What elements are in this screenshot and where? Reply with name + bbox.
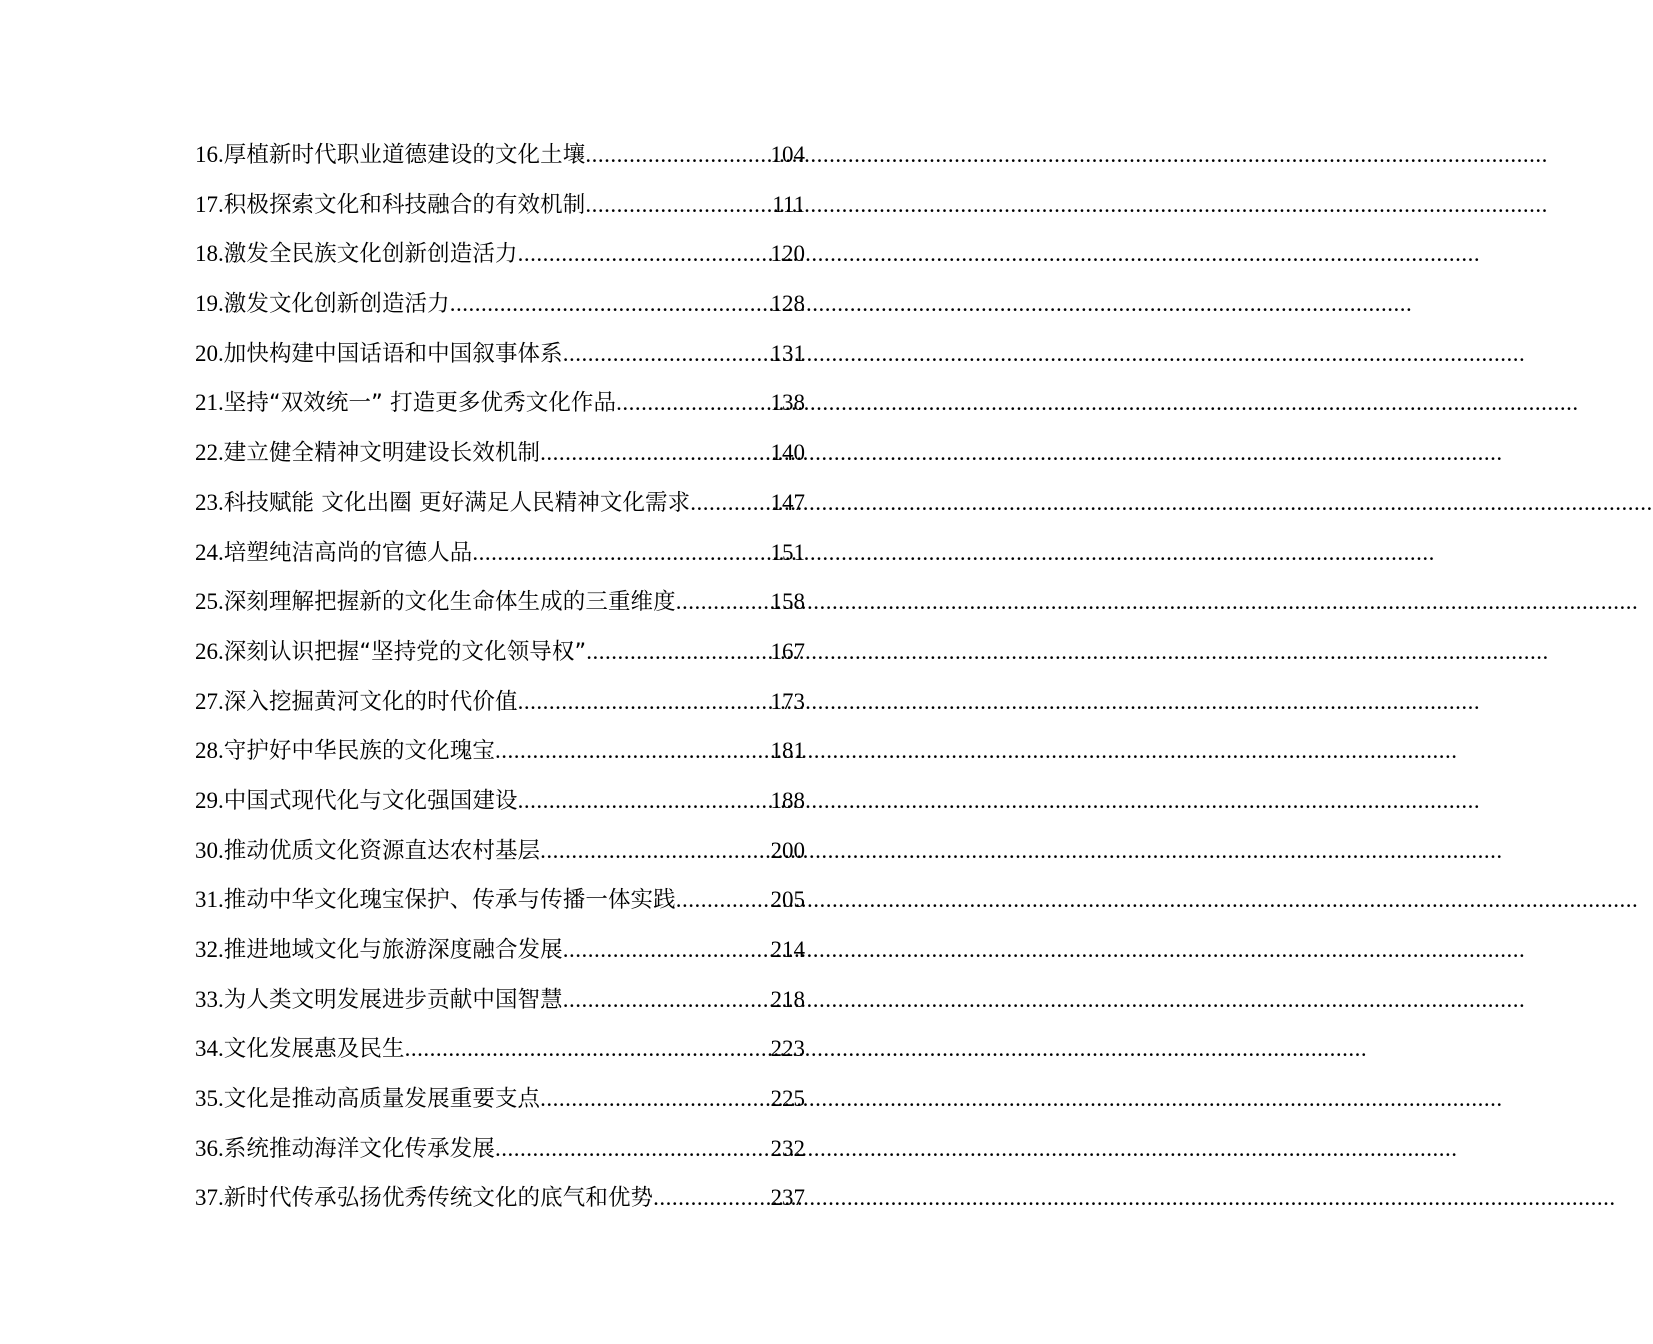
entry-title: 系统推动海洋文化传承发展 xyxy=(223,1135,495,1162)
toc-entry[interactable] xyxy=(195,925,805,975)
entry-number: 36. xyxy=(195,1135,224,1161)
page-number: 173 xyxy=(770,688,805,714)
dot-leader xyxy=(563,975,771,1025)
entry-title: 新时代传承弘扬优秀传统文化的底气和优势 xyxy=(223,1185,654,1212)
entry-number: 25. xyxy=(195,589,224,615)
toc-entry[interactable] xyxy=(195,975,805,1025)
table-of-contents xyxy=(195,130,805,1223)
page-number: 218 xyxy=(770,986,805,1012)
entry-title: 建立健全精神文明建设长效机制 xyxy=(223,440,541,467)
dot-leader xyxy=(676,875,771,925)
dot-leader xyxy=(518,677,771,727)
dot-leader xyxy=(450,279,771,329)
page-number: 232 xyxy=(770,1135,805,1161)
entry-title: 厚植新时代职业道德建设的文化土壤 xyxy=(223,142,586,168)
dot-leader xyxy=(472,528,770,578)
entry-number: 32. xyxy=(195,937,224,962)
page-number: 214 xyxy=(770,937,805,962)
entry-title: 培塑纯洁高尚的官德人品 xyxy=(223,539,473,566)
page-number: 151 xyxy=(770,539,805,565)
page-number: 158 xyxy=(770,589,805,615)
page-number: 147 xyxy=(770,489,805,515)
page-number: 131 xyxy=(770,340,805,366)
page-number: 200 xyxy=(770,837,805,863)
dot-leader xyxy=(518,229,771,279)
page-number: 138 xyxy=(770,390,805,416)
entry-title: 深刻认识把握“坚持党的文化领导权” xyxy=(223,638,587,665)
entry-number: 20. xyxy=(195,340,224,366)
toc-entry[interactable] xyxy=(195,875,805,925)
page-number: 237 xyxy=(770,1185,805,1211)
entry-number: 18. xyxy=(195,241,224,267)
dot-leader xyxy=(585,130,770,180)
entry-title: 激发全民族文化创新创造活力 xyxy=(223,241,518,268)
entry-title: 坚持“双效统一” 打造更多优秀文化作品 xyxy=(223,390,617,417)
toc-entry[interactable] xyxy=(195,229,805,279)
entry-number: 21. xyxy=(195,390,224,416)
toc-entry[interactable] xyxy=(195,279,805,329)
toc-entry[interactable] xyxy=(195,528,805,578)
page-number: 128 xyxy=(770,291,805,317)
entry-title: 推动中华文化瑰宝保护、传承与传播一体实践 xyxy=(223,887,676,914)
dot-leader xyxy=(676,577,771,627)
toc-entry[interactable] xyxy=(195,776,805,826)
dot-leader xyxy=(563,329,771,379)
entry-number: 33. xyxy=(195,986,224,1012)
entry-number: 37. xyxy=(195,1185,224,1211)
toc-entry[interactable] xyxy=(195,627,805,677)
page-number: 188 xyxy=(770,787,805,813)
page-number: 104 xyxy=(770,142,805,167)
toc-entry[interactable] xyxy=(195,1024,805,1074)
toc-entry[interactable] xyxy=(195,329,805,379)
page-number: 167 xyxy=(770,638,805,664)
entry-number: 26. xyxy=(195,638,224,664)
page-number: 223 xyxy=(770,1036,805,1062)
toc-entry[interactable] xyxy=(195,130,805,180)
dot-leader xyxy=(495,726,771,776)
entry-title: 科技赋能 文化出圈 更好满足人民精神文化需求 xyxy=(223,489,691,516)
dot-leader xyxy=(540,826,770,876)
entry-title: 深刻理解把握新的文化生命体生成的三重维度 xyxy=(223,589,676,616)
page-number: 140 xyxy=(770,440,805,466)
entry-title: 激发文化创新创造活力 xyxy=(223,291,450,318)
dot-leader xyxy=(518,776,771,826)
entry-number: 29. xyxy=(195,787,224,813)
dot-leader xyxy=(653,1173,770,1223)
entry-title: 深入挖掘黄河文化的时代价值 xyxy=(223,688,518,715)
toc-entry[interactable] xyxy=(195,1173,805,1223)
entry-number: 27. xyxy=(195,688,224,714)
entry-number: 28. xyxy=(195,738,224,764)
entry-number: 30. xyxy=(195,837,224,863)
entry-title: 文化是推动高质量发展重要支点 xyxy=(223,1086,541,1113)
entry-number: 23. xyxy=(195,489,224,515)
dot-leader xyxy=(690,478,770,528)
entry-number: 34. xyxy=(195,1036,224,1062)
dot-leader xyxy=(616,378,770,428)
page-number: 111 xyxy=(772,191,805,217)
page-number: 181 xyxy=(770,738,805,764)
toc-entry[interactable] xyxy=(195,1074,805,1124)
entry-title: 守护好中华民族的文化瑰宝 xyxy=(223,738,495,765)
entry-title: 加快构建中国话语和中国叙事体系 xyxy=(223,340,563,367)
toc-entry[interactable] xyxy=(195,826,805,876)
entry-number: 19. xyxy=(195,291,224,317)
page-number: 120 xyxy=(770,241,805,267)
entry-title: 积极探索文化和科技融合的有效机制 xyxy=(223,191,586,218)
entry-title: 中国式现代化与文化强国建设 xyxy=(223,787,518,814)
entry-number: 31. xyxy=(195,887,224,913)
dot-leader xyxy=(495,1124,771,1174)
dot-leader xyxy=(540,428,770,478)
toc-entry[interactable] xyxy=(195,478,805,528)
dot-leader xyxy=(563,925,771,975)
toc-entry[interactable] xyxy=(195,180,805,230)
entry-number: 24. xyxy=(195,539,224,565)
toc-entry[interactable] xyxy=(195,378,805,428)
toc-entry[interactable] xyxy=(195,577,805,627)
dot-leader xyxy=(585,180,772,230)
entry-number: 16. xyxy=(195,142,224,167)
toc-entry[interactable] xyxy=(195,677,805,727)
toc-entry[interactable] xyxy=(195,726,805,776)
entry-title: 推进地域文化与旅游深度融合发展 xyxy=(223,937,563,963)
entry-number: 22. xyxy=(195,440,224,466)
toc-entry[interactable] xyxy=(195,1124,805,1174)
dot-leader xyxy=(405,1024,771,1074)
entry-title: 为人类文明发展进步贡献中国智慧 xyxy=(223,986,563,1013)
page-number: 225 xyxy=(770,1086,805,1112)
dot-leader xyxy=(540,1074,770,1124)
toc-entry[interactable] xyxy=(195,428,805,478)
entry-number: 35. xyxy=(195,1086,224,1112)
dot-leader xyxy=(586,627,770,677)
entry-title: 文化发展惠及民生 xyxy=(223,1036,405,1063)
entry-number: 17. xyxy=(195,191,224,217)
entry-title: 推动优质文化资源直达农村基层 xyxy=(223,837,541,864)
page-number: 205 xyxy=(770,887,805,913)
